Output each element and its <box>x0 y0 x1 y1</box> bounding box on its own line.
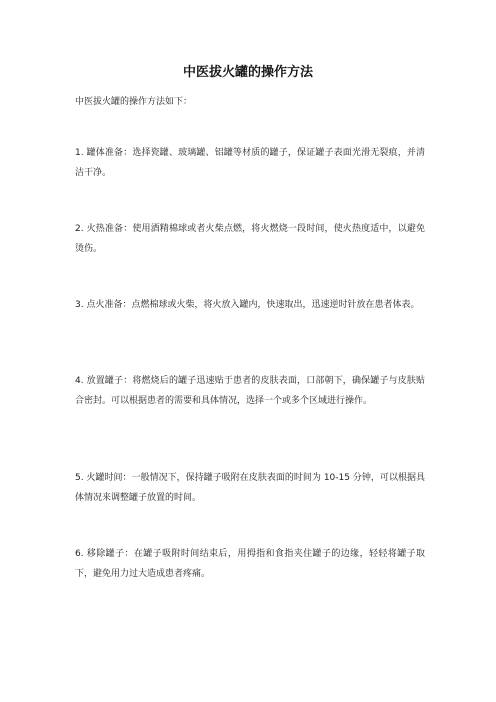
step-paragraph-6: 6. 移除罐子：在罐子吸附时间结束后，用拇指和食指夹住罐子的边缘，轻轻将罐子取下，避免用力过大造成患者疼痛。 <box>75 549 425 579</box>
step-paragraph-2: 2. 火热准备：使用酒精棉球或者火柴点燃，将火燃烧一段时间，使火热度适中，以避免烫伤。 <box>75 224 425 254</box>
step-paragraph-3: 3. 点火准备：点燃棉球或火柴，将火放入罐内，快速取出，迅速逆时针放在患者体表。 <box>75 300 420 310</box>
step-paragraph-1: 1. 罐体准备：选择瓷罐、玻璃罐、铝罐等材质的罐子，保证罐子表面光滑无裂痕，并清洁干净。 <box>75 148 425 178</box>
document-title: 中医拔火罐的操作方法 <box>182 65 313 80</box>
step-paragraph-4: 4. 放置罐子：将燃烧后的罐子迅速贴于患者的皮肤表面，口部朝下，确保罐子与皮肤贴合密封。可以根据患者的需要和具体情况，选择一个或多个区域进行操作。 <box>75 376 425 406</box>
step-paragraph-5: 5. 火罐时间：一般情况下，保持罐子吸附在皮肤表面的时间为 10-15 分钟，可以根据具体情况来调整罐子放置的时间。 <box>75 473 425 503</box>
intro-text: 中医拔火罐的操作方法如下： <box>75 97 193 107</box>
